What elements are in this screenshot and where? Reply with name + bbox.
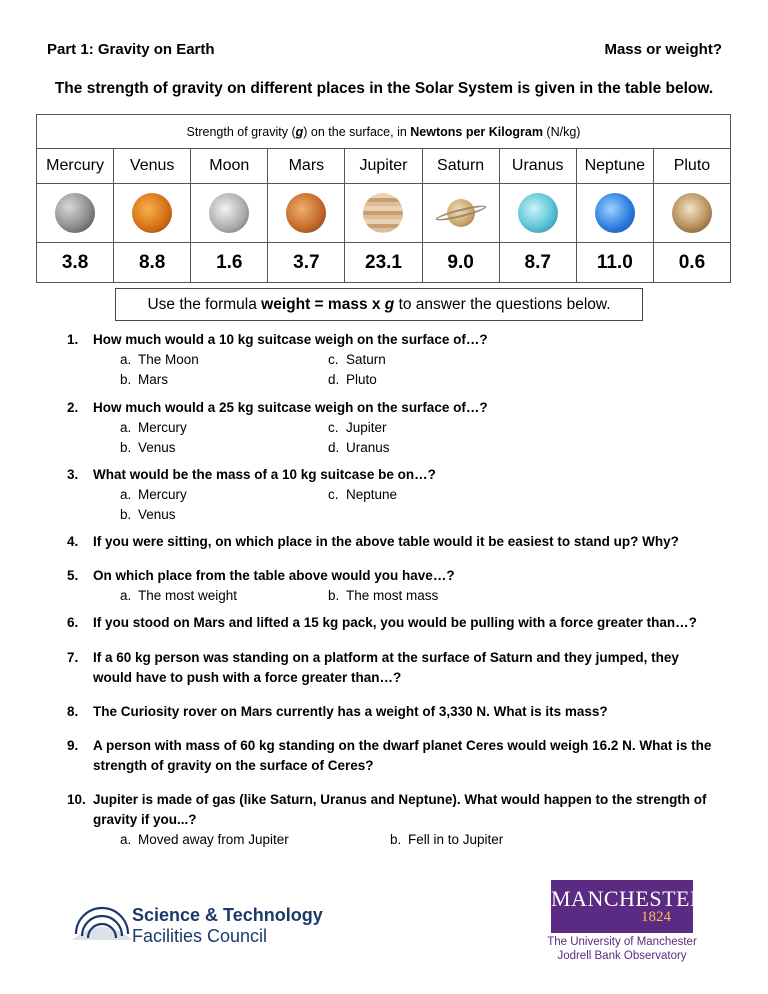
gravity-value: 0.6 <box>653 243 730 283</box>
question-6: 6. If you stood on Mars and lifted a 15 kg pack, you would be pulling with a force greater than…? <box>67 615 697 630</box>
gravity-table <box>36 114 731 283</box>
planet-name: Jupiter <box>345 149 422 184</box>
saturn-icon <box>435 193 487 233</box>
sub-question: a. Mercury <box>120 487 187 502</box>
gravity-value: 3.7 <box>268 243 345 283</box>
gravity-value: 8.7 <box>499 243 576 283</box>
moon-icon <box>209 193 249 233</box>
question-8: 8. The Curiosity rover on Mars currently has a weight of 3,330 N. What is its mass? <box>67 704 608 719</box>
question-4: 4. If you were sitting, on which place in the above table would it be easiest to stand up? Why? <box>67 534 679 549</box>
question-1: 1. How much would a 10 kg suitcase weigh on the surface of…? <box>67 332 488 347</box>
planet-name: Mars <box>268 149 345 184</box>
uranus-icon <box>518 193 558 233</box>
venus-icon <box>132 193 172 233</box>
sub-question: c. Jupiter <box>328 420 387 435</box>
sub-question: a. Moved away from Jupiter <box>120 832 289 847</box>
sub-question: a. The Moon <box>120 352 199 367</box>
planet-name: Saturn <box>422 149 499 184</box>
sub-question: b. Fell in to Jupiter <box>390 832 504 847</box>
sub-question: a. Mercury <box>120 420 187 435</box>
gravity-value: 8.8 <box>114 243 191 283</box>
table-caption: Strength of gravity (g) on the surface, in Newtons per Kilogram (N/kg) <box>37 115 731 149</box>
gravity-value: 3.8 <box>37 243 114 283</box>
planet-name: Pluto <box>653 149 730 184</box>
question-3: 3. What would be the mass of a 10 kg suitcase be on…? <box>67 467 436 482</box>
formula-box: Use the formula weight = mass x g to answer the questions below. <box>115 288 643 321</box>
sub-question: b. Mars <box>120 372 168 387</box>
gravity-value: 9.0 <box>422 243 499 283</box>
question-10: 10. Jupiter is made of gas (like Saturn, Uranus and Neptune). What would happen to the strength of gravity if you...? <box>67 792 707 827</box>
sub-question: b. Venus <box>120 507 176 522</box>
planet-name: Neptune <box>576 149 653 184</box>
mars-icon <box>286 193 326 233</box>
planet-name-row <box>37 149 731 184</box>
neptune-icon <box>595 193 635 233</box>
mercury-icon <box>55 193 95 233</box>
sub-question: d. Uranus <box>328 440 390 455</box>
gravity-value: 23.1 <box>345 243 422 283</box>
question-9: 9. A person with mass of 60 kg standing on the dwarf planet Ceres would weigh 16.2 N. What is the strength of gravity on the surface of Ceres? <box>67 738 712 773</box>
jupiter-icon <box>363 193 403 233</box>
planet-image-row <box>37 184 731 243</box>
part-heading: Part 1: Gravity on Earth <box>47 41 215 58</box>
gravity-value-row <box>37 243 731 283</box>
gravity-value: 11.0 <box>576 243 653 283</box>
topic-heading: Mass or weight? <box>604 41 722 58</box>
sub-question: a. The most weight <box>120 588 238 603</box>
gravity-value: 1.6 <box>191 243 268 283</box>
planet-name: Moon <box>191 149 268 184</box>
stfc-wordmark: Science & Technology Facilities Council <box>132 905 323 946</box>
planet-name: Venus <box>114 149 191 184</box>
sub-question: b. Venus <box>120 440 176 455</box>
sub-question: b. The most mass <box>328 588 439 603</box>
planet-name: Mercury <box>37 149 114 184</box>
intro-text: The strength of gravity on different places in the Solar System is given in the table below. <box>54 80 714 97</box>
pluto-icon <box>672 193 712 233</box>
manchester-subtitle: The University of Manchester Jodrell Bank Observatory <box>547 936 697 962</box>
manchester-logo: MANCHESTER 1824 <box>551 880 693 933</box>
sub-question: c. Neptune <box>328 487 398 502</box>
sub-question: d. Pluto <box>328 372 377 387</box>
planet-name: Uranus <box>499 149 576 184</box>
question-2: 2. How much would a 25 kg suitcase weigh on the surface of…? <box>67 400 488 415</box>
question-5: 5. On which place from the table above would you have…? <box>67 568 455 583</box>
question-7: 7. If a 60 kg person was standing on a platform at the surface of Saturn and they jumped, they would have to push with a force greater than…? <box>67 650 679 685</box>
sub-question: c. Saturn <box>328 352 386 367</box>
